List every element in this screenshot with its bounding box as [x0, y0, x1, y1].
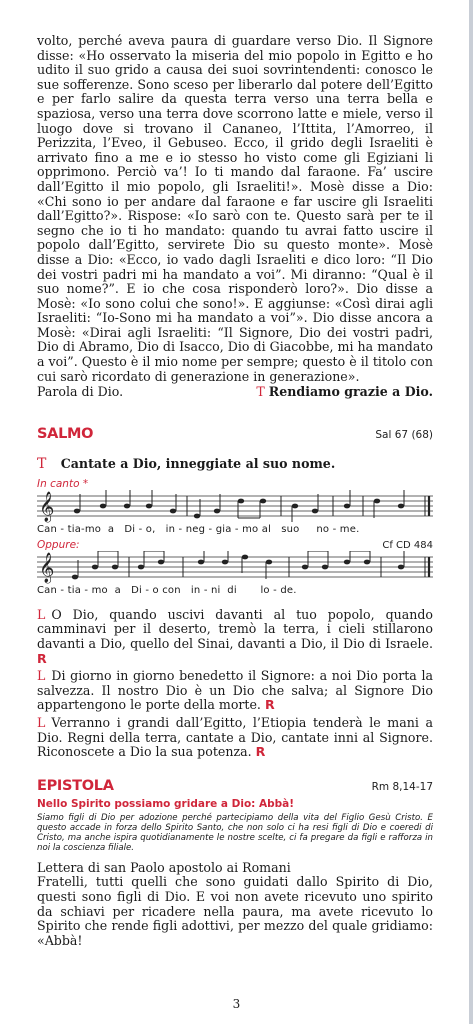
music-lyrics-2: Can - tia - mo a Di - o con in - ni di lo - de.: [37, 584, 297, 596]
music-block-2: [37, 539, 433, 596]
page-number: 3: [232, 997, 241, 1011]
salmo-response: [37, 456, 433, 472]
svg-text:𝄞: 𝄞: [39, 552, 55, 583]
salmo-response-mark: T: [37, 455, 47, 472]
epistola-title: EPISTOLA: [37, 777, 114, 794]
verse-response-mark: R: [255, 744, 266, 760]
epistola-header: [37, 778, 433, 794]
page-edge: [469, 0, 473, 1024]
music-label-in-canto: In canto *: [37, 477, 89, 490]
verse-mark: L: [37, 606, 46, 622]
epistola-heading: Lettera di san Paolo apostolo ai Romani: [37, 859, 291, 875]
closing-response-group: [256, 385, 433, 400]
reading-closing: [37, 385, 433, 400]
salmo-response-text: Cantate a Dio, inneggiate al suo nome.: [60, 455, 336, 471]
epistola-subtitle: Nello Spirito possiamo gridare a Dio: Abbà!: [37, 797, 295, 810]
verse-text: Di giorno in giorno benedetto il Signore: a noi Dio porta la salvezza. Il nostro Dio è un Dio che salva; al Signore Dio appartengono le porte della morte.: [37, 668, 433, 713]
epistola-reference: Rm 8,14-17: [371, 780, 433, 793]
epistola-intro: Siamo figli di Dio per adozione perché partecipiamo della vita del Figlio Gesù Cristo. E questo accade in forza dello Spirito Santo, che non solo ci ha resi figli di Dio e coeredi di Cristo, ma anche ispira quotidianamente le nostre scelte, ci fa pregare da figli e rafforza in noi la coscienza filiale.: [37, 812, 433, 853]
verse-response-mark: R: [264, 697, 275, 713]
verse-text: O Dio, quando uscivi davanti al tuo popolo, quando camminavi per il deserto, tremò la terra, i cieli stillarono davanti a Dio, quello del Sinai, davanti a Dio, il Dio di Israele.: [37, 606, 433, 652]
music-block-1: [37, 478, 433, 535]
epistola-text: Fratelli, tutti quelli che sono guidati dallo Spirito di Dio, questi sono figli di Dio. E voi non avete ricevuto uno spirito da schiavi per ricadere nella paura, ma avete ricevuto lo Spirito che rende figli adottivi, per mezzo del quale gridiamo: «Abbà!: [37, 874, 433, 948]
salmo-reference: Sal 67 (68): [375, 428, 433, 441]
salmo-header: [37, 426, 433, 442]
salmo-title: SALMO: [37, 425, 94, 442]
salmo-verse-1: [37, 608, 433, 666]
reading-text: volto, perché aveva paura di guardare verso Dio. Il Signore disse: «Ho osservato la miseria del mio popolo in Egitto e ho udito il suo grido a causa dei suoi sovrintendenti: conosco le sue sofferenze. Sono sceso per liberarlo dal potere dell’Egitto e per farlo salire da questa terra verso una terra bella e spaziosa, verso una terra dove scorrono latte e miele, verso il luogo dove si trovano il Cananeo, l’Ittita, l’Amorreo, il Perizzita, l’Eveo, il Gebuseo. Ecco, il grido degli Israeliti è arrivato fino a me e io stesso ho visto come gli Egiziani li opprimono. Perciò va’! Io ti mando dal faraone. Fa’ uscire dall’Egitto il mio popolo, gli Israeliti!». Mosè disse a Dio: «Chi sono io per andare dal faraone e far uscire gli Israeliti dall’Egitto?». Rispose: «Io sarò con te. Questo sarà per te il segno che io ti ho mandato: quando tu avrai fatto uscire il popolo dall’Egitto, servirete Dio su questo monte». Mosè disse a Dio: «Ecco, io vado dagli Israeliti e dico loro: “Il Dio dei vostri padri mi ha mandato a voi”. Mi diranno: “Qual è il suo nome?”. E io che cosa risponderò loro?». Dio disse a Mosè: «Io sono colui che sono!». E aggiunse: «Così dirai agli Israeliti: “Io-Sono mi ha mandato a voi”». Dio disse ancora a Mosè: «Dirai agli Israeliti: “Il Signore, Dio dei vostri padri, Dio di Abramo, Dio di Isacco, Dio di Giacobbe, mi ha mandato a voi”. Questo è il mio nome per sempre; questo è il titolo con cui sarò ricordato di generazione in generazione».: [37, 33, 433, 384]
closing-response: Rendiamo grazie a Dio.: [268, 384, 433, 400]
verse-response-mark: R: [37, 650, 47, 666]
music-source: Cf CD 484: [382, 539, 433, 551]
verse-mark: L: [37, 715, 46, 730]
music-staff-1: [37, 490, 433, 524]
music-label-row: [37, 539, 433, 551]
salmo-verses: [37, 608, 433, 760]
verse-mark: L: [37, 668, 46, 684]
svg-text:𝄞: 𝄞: [39, 491, 55, 522]
page-content: [37, 34, 433, 948]
music-label-oppure: Oppure:: [37, 538, 80, 551]
music-staff-2: [37, 551, 433, 585]
closing-formula: Parola di Dio.: [37, 384, 124, 400]
closing-response-mark: T: [256, 384, 265, 400]
verse-text: Verranno i grandi dall’Egitto, l’Etiopia tenderà le mani a Dio. Regni della terra, cantate a Dio, cantate inni al Signore. Riconoscete a Dio la sua potenza.: [37, 715, 433, 760]
salmo-verse-2: [37, 669, 433, 713]
salmo-verse-3: [37, 716, 433, 760]
music-lyrics-1: Can - tia-mo a Di - o, in - neg - gia - mo al suo no - me.: [37, 523, 360, 535]
